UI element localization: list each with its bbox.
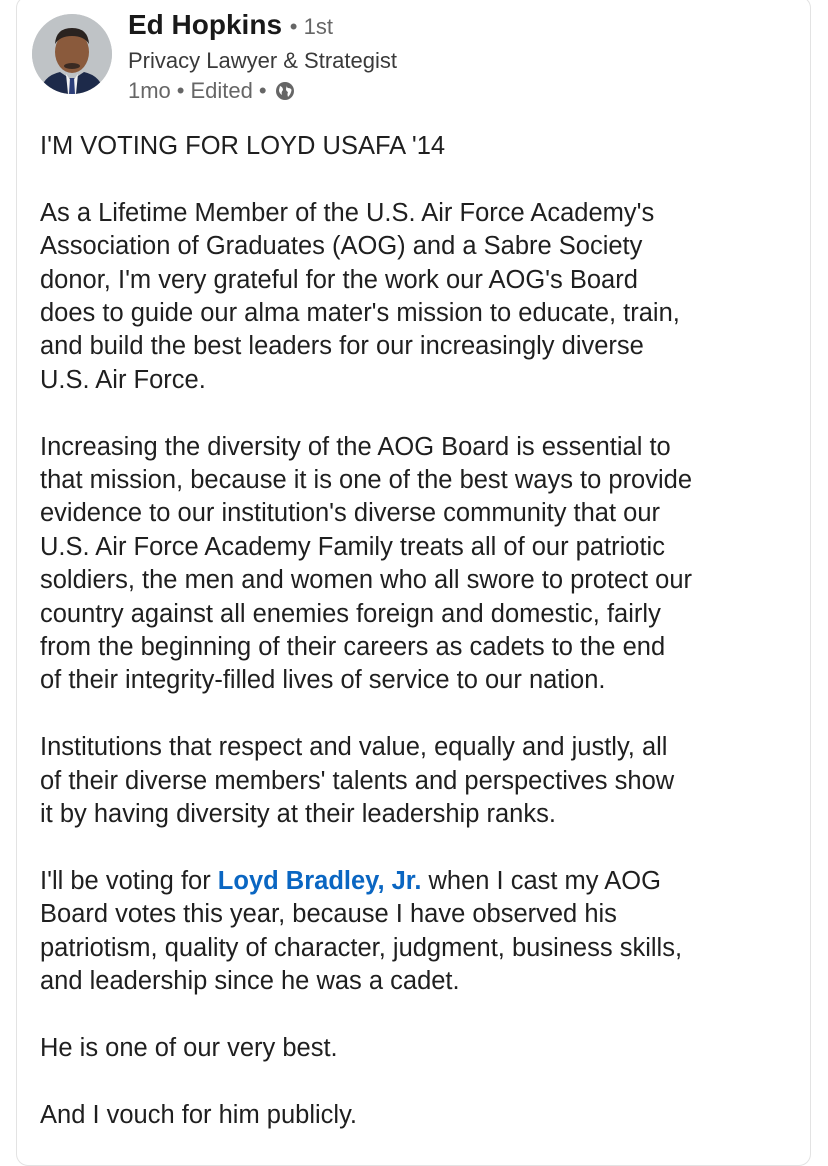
text-line: soldiers, the men and women who all swore to protect our (40, 566, 692, 595)
text-line: evidence to our institution's diverse community that our (40, 499, 661, 528)
text-fragment: I'll be voting for (40, 866, 218, 895)
text-line: of their integrity-filled lives of service to our nation. (40, 666, 606, 695)
text-line: As a Lifetime Member of the U.S. Air Force Academy's (40, 198, 655, 227)
text-line: from the beginning of their careers as cadets to the end (40, 633, 666, 662)
meta-separator: • (258, 78, 267, 103)
paragraph (40, 731, 800, 831)
text-line: Institutions that respect and value, equally and justly, all (40, 733, 668, 762)
text-line: Association of Graduates (AOG) and a Sabre Society (40, 232, 643, 261)
paragraph (40, 130, 800, 163)
text-line: patriotism, quality of character, judgment, business skills, (40, 933, 683, 962)
text-line: And I vouch for him publicly. (40, 1100, 358, 1129)
text-line: and leadership since he was a cadet. (40, 967, 460, 996)
text-line: He is one of our very best. (40, 1033, 338, 1062)
avatar[interactable] (32, 14, 112, 94)
post-meta (128, 76, 295, 106)
paragraph (40, 865, 800, 999)
paragraph (40, 1032, 800, 1065)
text-line: it by having diversity at their leadership ranks. (40, 800, 556, 829)
post-body (40, 130, 800, 1165)
text-line: Board votes this year, because I have observed his (40, 900, 617, 929)
text-line: I'M VOTING FOR LOYD USAFA '14 (40, 132, 446, 160)
text-fragment: when I cast my AOG (421, 866, 661, 895)
globe-icon (275, 81, 295, 101)
author-headline: Privacy Lawyer & Strategist (128, 48, 397, 73)
meta-separator: • (176, 78, 185, 103)
text-line (40, 865, 800, 898)
author-name[interactable]: Ed Hopkins (128, 9, 283, 40)
paragraph (40, 1099, 800, 1132)
text-line: country against all enemies foreign and domestic, fairly (40, 599, 661, 628)
text-line: donor, I'm very grateful for the work our AOG's Board (40, 265, 638, 294)
text-line: that mission, because it is one of the best ways to provide (40, 466, 693, 495)
avatar-image (32, 14, 112, 94)
text-line: of their diverse members' talents and perspectives show (40, 766, 675, 795)
text-line: U.S. Air Force Academy Family treats all of our patriotic (40, 532, 665, 561)
post-edited: Edited (190, 78, 253, 103)
text-line: does to guide our alma mater's mission to educate, train, (40, 299, 680, 328)
connection-degree: 1st (303, 14, 333, 39)
mention-link[interactable]: Loyd Bradley, Jr. (217, 866, 422, 895)
paragraph (40, 197, 800, 397)
text-line: Increasing the diversity of the AOG Board is essential to (40, 432, 671, 461)
text-line: and build the best leaders for our increasingly diverse (40, 332, 644, 361)
paragraph (40, 431, 800, 698)
connection-degree-separator: • (289, 14, 304, 39)
text-line: U.S. Air Force. (40, 365, 206, 394)
author-name-line[interactable] (128, 8, 333, 44)
post-time: 1mo (128, 78, 171, 103)
